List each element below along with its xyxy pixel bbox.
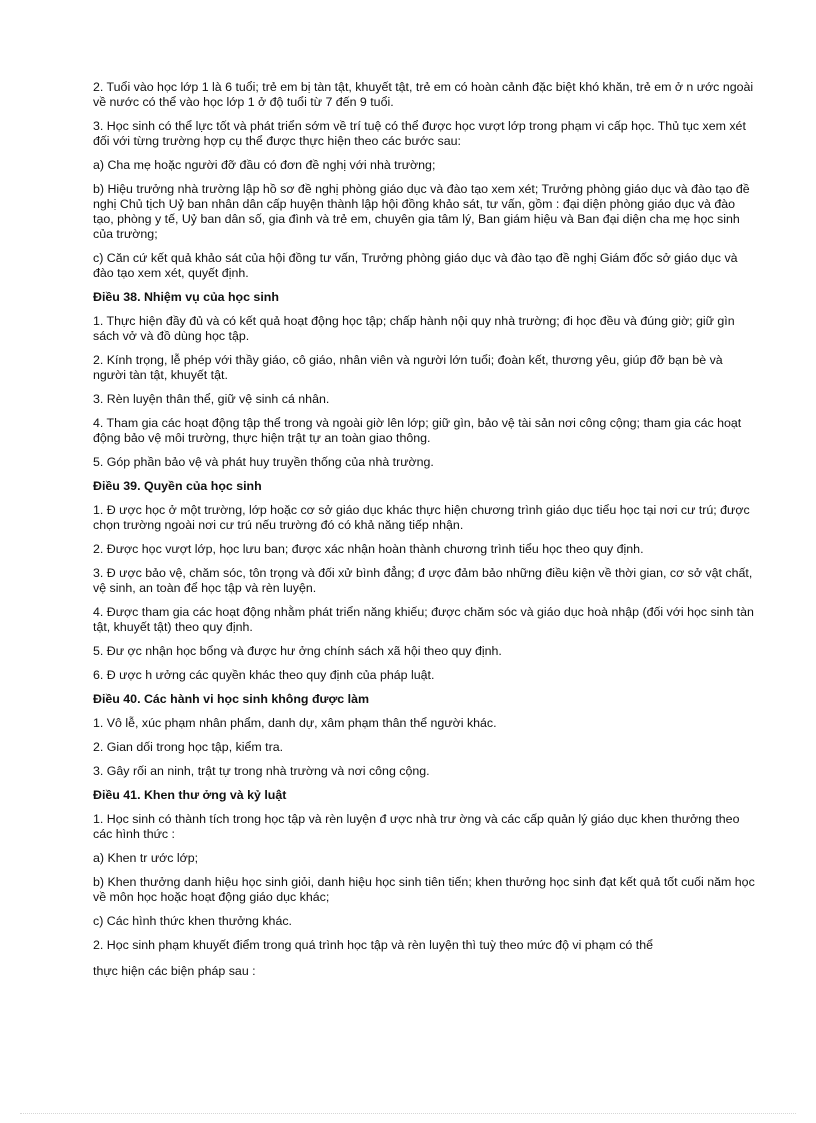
paragraph: b) Hiệu trưởng nhà trường lập hồ sơ đề nghị phòng giáo dục và đào tạo xem xét; Trưởng phòng giáo dục và đào tạo đề nghị Chủ tịch Uỷ ban nhân dân cấp huyện thành lập hội đồng khảo sát, tư vấn, gồm : đại diện phòng giáo dục và đào tạo, phòng y tế, Uỷ ban dân số, gia đình và trẻ em, chuyên gia tâm lý, Ban giám hiệu và Ban đại diện cha mẹ học sinh của trường;: [93, 182, 750, 241]
paragraph: 3. Đ ược bảo vệ, chăm sóc, tôn trọng và đối xử bình đẳng; đ ược đảm bảo những điều kiện về thời gian, cơ sở vật chất, vệ sinh, an toàn để học tập và rèn luyện.: [93, 566, 753, 595]
article-heading: Điều 38. Nhiệm vụ của học sinh: [93, 290, 279, 304]
paragraph: 1. Đ ược học ở một trường, lớp hoặc cơ sở giáo dục khác thực hiện chương trình giáo dục tiểu học tại nơi cư trú; được chọn trường ngoài nơi cư trú nếu trường đó có khả năng tiếp nhận.: [93, 503, 750, 532]
article-heading: Điều 40. Các hành vi học sinh không được làm: [93, 692, 369, 706]
paragraph: 1. Vô lễ, xúc phạm nhân phẩm, danh dự, xâm phạm thân thể người khác.: [93, 716, 497, 730]
paragraph: b) Khen thưởng danh hiệu học sinh giỏi, danh hiệu học sinh tiên tiến; khen thưởng học sinh đạt kết quả tốt cuối năm học về môn học hoặc hoạt động giáo dục khác;: [93, 875, 755, 904]
paragraph: 4. Tham gia các hoạt động tập thể trong và ngoài giờ lên lớp; giữ gìn, bảo vệ tài sản nơi công cộng; tham gia các hoạt động bảo vệ môi trường, thực hiện trật tự an toàn giao thông.: [93, 416, 742, 445]
page-bottom-divider: [20, 1113, 796, 1114]
paragraph: 1. Thực hiện đầy đủ và có kết quả hoạt động học tập; chấp hành nội quy nhà trường; đi học đều và đúng giờ; giữ gìn sách vở và đồ dùng học tập.: [93, 314, 735, 343]
paragraph: c) Các hình thức khen thưởng khác.: [93, 914, 292, 928]
paragraph: 3. Gây rối an ninh, trật tự trong nhà trường và nơi công cộng.: [93, 764, 430, 778]
paragraph: a) Cha mẹ hoặc người đỡ đầu có đơn đề nghị với nhà trường;: [93, 158, 436, 172]
paragraph: 2. Gian dối trong học tập, kiểm tra.: [93, 740, 284, 754]
paragraph: 4. Được tham gia các hoạt động nhằm phát triển năng khiếu; được chăm sóc và giáo dục hoà nhập (đối với học sinh tàn tật, khuyết tật) theo quy định.: [93, 605, 754, 634]
document-body: [93, 80, 759, 988]
paragraph: 5. Đư ợc nhận học bổng và được hư ởng chính sách xã hội theo quy định.: [93, 644, 502, 658]
paragraph: a) Khen tr ước lớp;: [93, 851, 199, 865]
paragraph: c) Căn cứ kết quả khảo sát của hội đồng tư vấn, Trưởng phòng giáo dục và đào tạo đề nghị Giám đốc sở giáo dục và đào tạo xem xét, quyết định.: [93, 251, 738, 280]
article-heading: Điều 41. Khen thư ởng và kỷ luật: [93, 788, 287, 802]
paragraph: 2. Kính trọng, lễ phép với thầy giáo, cô giáo, nhân viên và người lớn tuổi; đoàn kết, thương yêu, giúp đỡ bạn bè và người tàn tật, khuyết tật.: [93, 353, 723, 382]
paragraph: 3. Rèn luyện thân thể, giữ vệ sinh cá nhân.: [93, 392, 330, 406]
paragraph: 6. Đ ược h ưởng các quyền khác theo quy định của pháp luật.: [93, 668, 435, 682]
paragraph: thực hiện các biện pháp sau :: [93, 964, 256, 978]
paragraph: 2. Học sinh phạm khuyết điểm trong quá trình học tập và rèn luyện thì tuỳ theo mức độ vi phạm có thể: [93, 938, 653, 952]
paragraph: 1. Học sinh có thành tích trong học tập và rèn luyện đ ược nhà trư ờng và các cấp quản lý giáo dục khen thưởng theo các hình thức :: [93, 812, 740, 841]
paragraph: 2. Tuổi vào học lớp 1 là 6 tuổi; trẻ em bị tàn tật, khuyết tật, trẻ em có hoàn cảnh đặc biệt khó khăn, trẻ em ở n ước ngoài về nước có thể vào học lớp 1 ở độ tuổi từ 7 đến 9 tuổi.: [93, 80, 754, 109]
paragraph: 2. Được học vượt lớp, học lưu ban; được xác nhận hoàn thành chương trình tiểu học theo quy định.: [93, 542, 644, 556]
article-heading: Điều 39. Quyền của học sinh: [93, 479, 262, 493]
paragraph: 5. Góp phần bảo vệ và phát huy truyền thống của nhà trường.: [93, 455, 434, 469]
paragraph: 3. Học sinh có thể lực tốt và phát triển sớm về trí tuệ có thể được học vượt lớp trong phạm vi cấp học. Thủ tục xem xét đối với từng trường hợp cụ thể được thực hiện theo các bước sau:: [93, 119, 746, 148]
